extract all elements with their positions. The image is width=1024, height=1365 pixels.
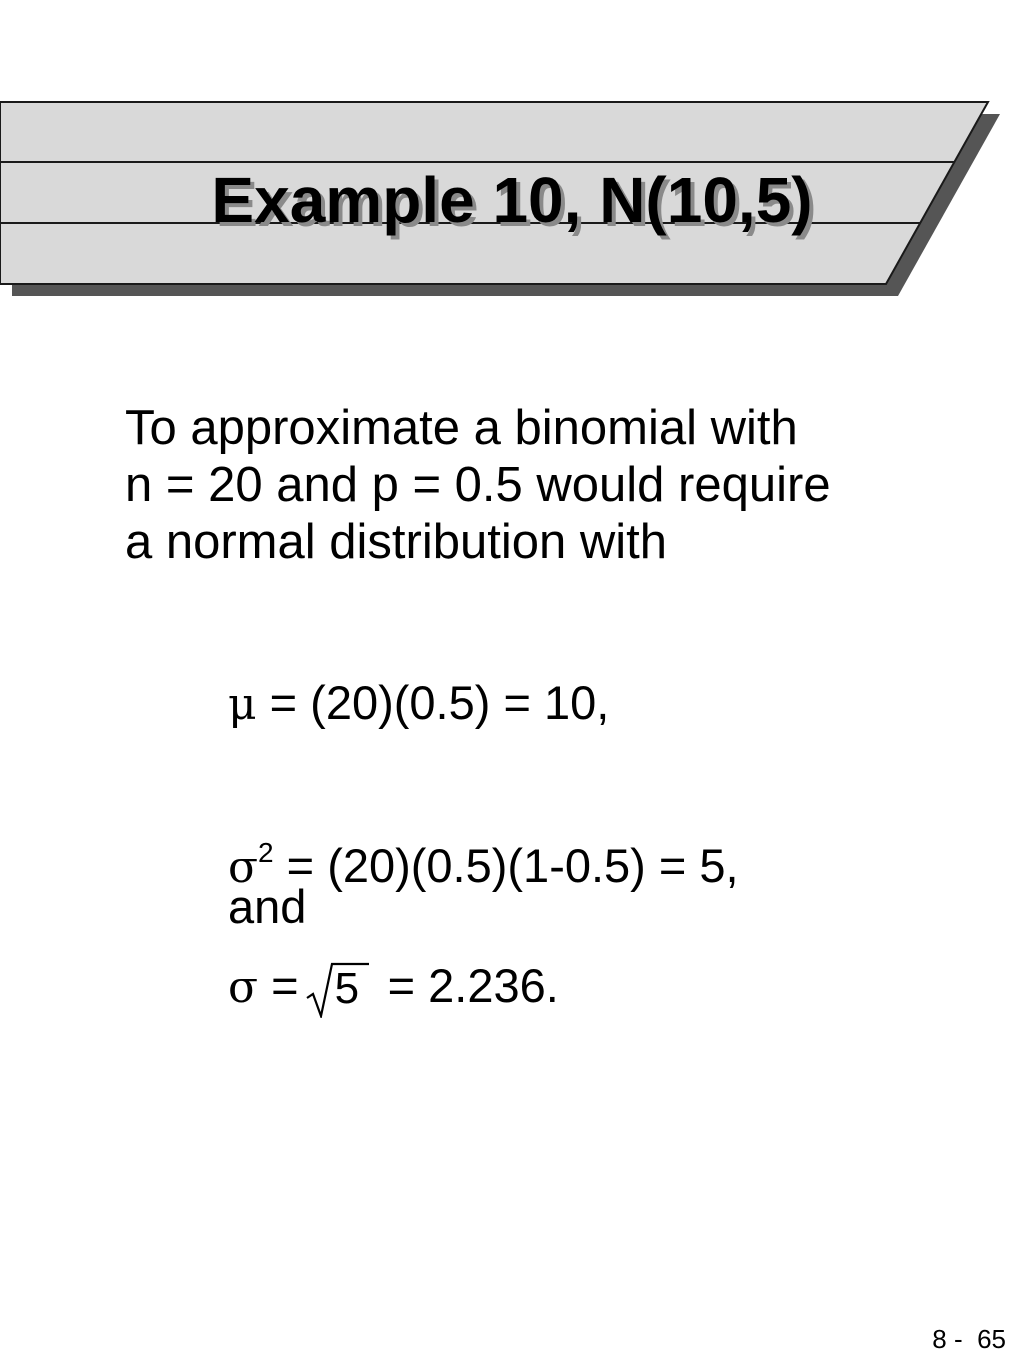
sigma-symbol: σ <box>228 842 259 893</box>
mean-expression: = (20)(0.5) = 10, <box>256 676 610 729</box>
intro-line: To approximate a binomial with <box>125 401 798 455</box>
slide-title: Example 10, N(10,5) <box>211 164 813 236</box>
mean-equation <box>228 676 609 732</box>
intro-paragraph <box>125 400 945 571</box>
variance-exponent: 2 <box>258 837 274 868</box>
variance-expression: = (20)(0.5)(1-0.5) = 5, <box>273 839 739 892</box>
std-dev-equation <box>228 958 559 1018</box>
std-dev-equals: = <box>258 959 299 1012</box>
page-number: 8 - 65 <box>932 1324 1006 1354</box>
intro-line: a normal distribution with <box>125 515 667 569</box>
title-banner <box>0 0 1024 310</box>
radicand: 5 <box>334 964 360 1013</box>
mu-symbol: μ <box>228 679 257 730</box>
and-text: and <box>228 880 307 933</box>
std-dev-result: = 2.236. <box>374 959 559 1012</box>
square-root <box>305 958 371 1018</box>
sigma-symbol: σ <box>228 962 259 1013</box>
intro-line: n = 20 and p = 0.5 would require <box>125 458 831 512</box>
title-banner-shape <box>0 0 1024 310</box>
